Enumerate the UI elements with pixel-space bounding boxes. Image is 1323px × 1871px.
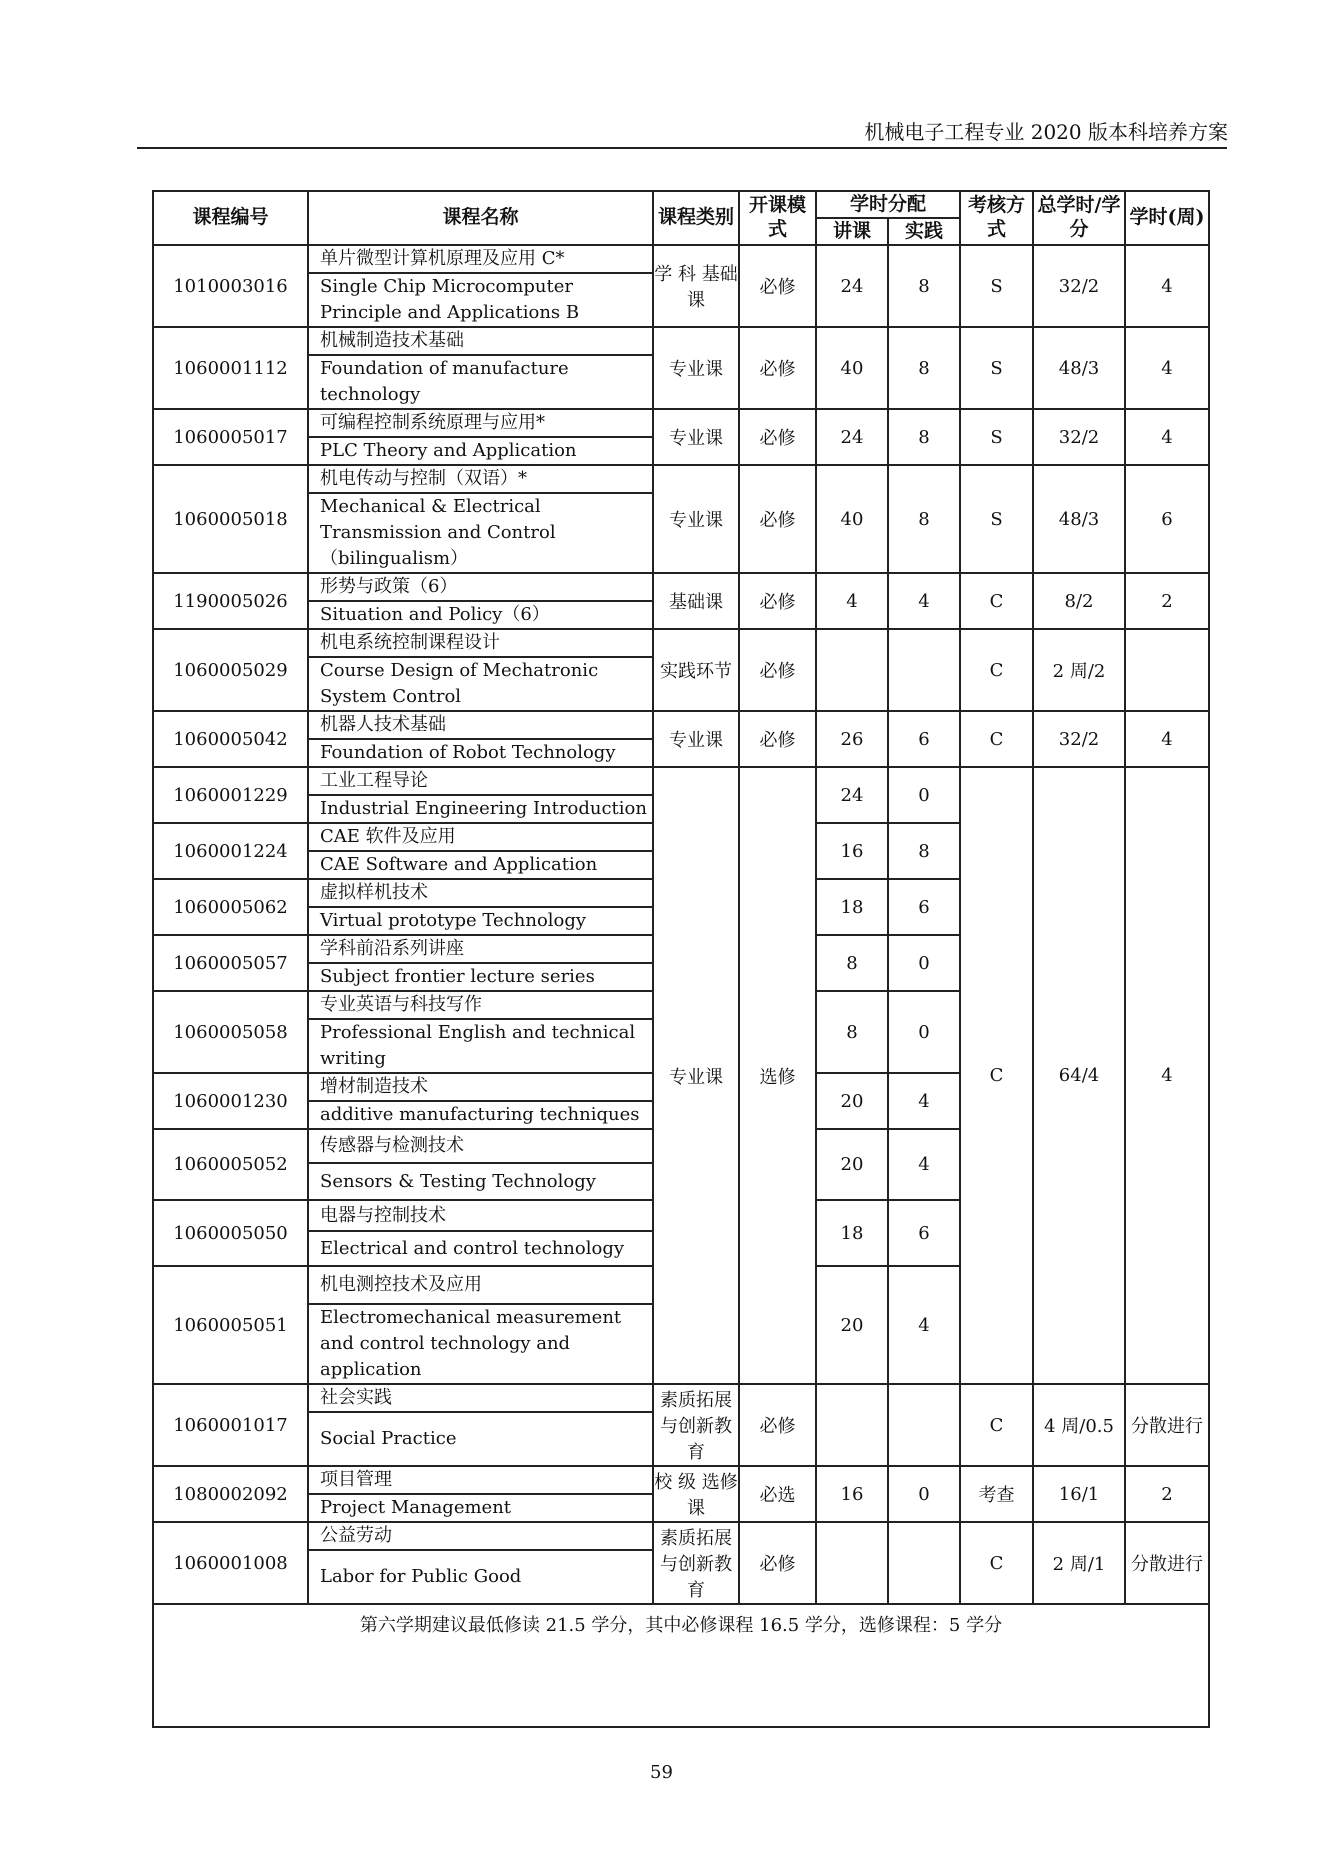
header-assessment: 考核方式 [960,191,1033,245]
course-lecture-hours: 20 [816,1073,888,1129]
elective-assessment: C [960,767,1033,1384]
course-category: 基础课 [653,573,739,629]
course-code: 1060005029 [153,629,308,711]
course-code: 1060001224 [153,823,308,879]
course-practice-hours: 4 [888,1129,960,1200]
course-total: 32/2 [1033,409,1125,465]
course-weekly: 4 [1125,327,1209,409]
course-name-en: Single Chip Microcomputer Principle and Applications B [308,273,653,327]
course-practice-hours: 6 [888,879,960,935]
course-code: 1190005026 [153,573,308,629]
course-category: 专业课 [653,327,739,409]
course-weekly: 分散进行 [1125,1384,1209,1466]
course-category: 校 级 选修课 [653,1466,739,1522]
course-code: 1060005057 [153,935,308,991]
course-code: 1060005062 [153,879,308,935]
course-name-en: Industrial Engineering Introduction [308,795,653,823]
course-name-cn: 虚拟样机技术 [308,879,653,907]
course-total: 2 周/1 [1033,1522,1125,1604]
course-name-cn: 机电测控技术及应用 [308,1266,653,1304]
course-weekly: 2 [1125,1466,1209,1522]
course-total: 48/3 [1033,465,1125,573]
course-name-cn: 形势与政策（6） [308,573,653,601]
course-code: 1060005051 [153,1266,308,1384]
elective-category: 专业课 [653,767,739,1384]
page-header-title: 机械电子工程专业 2020 版本科培养方案 [864,120,1228,144]
course-name-cn: 可编程控制系统原理与应用* [308,409,653,437]
course-lecture-hours: 8 [816,991,888,1073]
course-mode: 必修 [739,1522,816,1604]
course-name-cn: 机械制造技术基础 [308,327,653,355]
course-name-en: Virtual prototype Technology [308,907,653,935]
course-code: 1060001229 [153,767,308,823]
page-number: 59 [650,1762,673,1783]
elective-weekly: 4 [1125,767,1209,1384]
course-weekly: 分散进行 [1125,1522,1209,1604]
course-total: 32/2 [1033,711,1125,767]
course-total: 4 周/0.5 [1033,1384,1125,1466]
course-code: 1060001230 [153,1073,308,1129]
course-practice-hours: 8 [888,465,960,573]
course-name-cn: 公益劳动 [308,1522,653,1550]
course-name-cn: 机电系统控制课程设计 [308,629,653,657]
course-category: 素质拓展与创新教育 [653,1522,739,1604]
course-category: 学 科 基础课 [653,245,739,327]
course-mode: 必选 [739,1466,816,1522]
course-practice-hours [888,629,960,711]
course-name-en: Sensors & Testing Technology [308,1163,653,1200]
course-practice-hours [888,1522,960,1604]
course-name-en: CAE Software and Application [308,851,653,879]
course-assessment: 考查 [960,1466,1033,1522]
course-name-en: additive manufacturing techniques [308,1101,653,1129]
course-name-cn: 专业英语与科技写作 [308,991,653,1019]
course-code: 1060005052 [153,1129,308,1200]
course-practice-hours: 8 [888,823,960,879]
course-assessment: S [960,327,1033,409]
course-practice-hours: 8 [888,409,960,465]
course-name-en: Social Practice [308,1412,653,1466]
course-name-en: Mechanical & Electrical Transmission and Control（bilingualism） [308,493,653,573]
course-practice-hours: 0 [888,1466,960,1522]
course-lecture-hours [816,629,888,711]
course-practice-hours: 4 [888,573,960,629]
course-weekly [1125,629,1209,711]
course-name-en: Foundation of manufacture technology [308,355,653,409]
header-total-hours-credits: 总学时/学分 [1033,191,1125,245]
course-mode: 必修 [739,573,816,629]
header-weekly-hours: 学时(周) [1125,191,1209,245]
course-code: 1010003016 [153,245,308,327]
course-practice-hours: 4 [888,1266,960,1384]
course-code: 1060005018 [153,465,308,573]
elective-mode: 选修 [739,767,816,1384]
course-name-cn: 机器人技术基础 [308,711,653,739]
course-name-cn: 项目管理 [308,1466,653,1494]
course-mode: 必修 [739,245,816,327]
course-lecture-hours [816,1384,888,1466]
course-lecture-hours: 40 [816,327,888,409]
course-name-en: PLC Theory and Application [308,437,653,465]
course-assessment: S [960,245,1033,327]
course-weekly: 2 [1125,573,1209,629]
course-practice-hours: 0 [888,935,960,991]
course-category: 实践环节 [653,629,739,711]
course-practice-hours: 8 [888,327,960,409]
course-name-en: Situation and Policy（6） [308,601,653,629]
course-name-cn: CAE 软件及应用 [308,823,653,851]
course-lecture-hours: 18 [816,879,888,935]
course-name-cn: 学科前沿系列讲座 [308,935,653,963]
course-name-en: Project Management [308,1494,653,1522]
course-lecture-hours: 20 [816,1129,888,1200]
course-assessment: S [960,465,1033,573]
course-practice-hours [888,1384,960,1466]
course-category: 素质拓展与创新教育 [653,1384,739,1466]
course-name-en: Electrical and control technology [308,1231,653,1266]
course-practice-hours: 0 [888,767,960,823]
course-practice-hours: 0 [888,991,960,1073]
course-mode: 必修 [739,711,816,767]
course-total: 32/2 [1033,245,1125,327]
course-lecture-hours: 16 [816,823,888,879]
elective-total: 64/4 [1033,767,1125,1384]
course-lecture-hours: 20 [816,1266,888,1384]
course-code: 1060005042 [153,711,308,767]
course-weekly: 4 [1125,711,1209,767]
course-code: 1060001008 [153,1522,308,1604]
course-name-cn: 电器与控制技术 [308,1200,653,1231]
header-lecture: 讲课 [816,218,888,245]
course-mode: 必修 [739,629,816,711]
course-lecture-hours: 40 [816,465,888,573]
course-lecture-hours: 24 [816,245,888,327]
course-code: 1060001112 [153,327,308,409]
course-name-cn: 社会实践 [308,1384,653,1412]
course-code: 1060005017 [153,409,308,465]
header-rule [137,147,1227,149]
course-lecture-hours: 4 [816,573,888,629]
course-weekly: 4 [1125,245,1209,327]
course-name-en: Course Design of Mechatronic System Control [308,657,653,711]
course-name-en: Electromechanical measurement and control technology and application [308,1304,653,1384]
course-code: 1080002092 [153,1466,308,1522]
course-total: 16/1 [1033,1466,1125,1522]
course-name-cn: 工业工程导论 [308,767,653,795]
course-practice-hours: 8 [888,245,960,327]
course-code: 1060005050 [153,1200,308,1266]
course-table [152,190,1210,1728]
course-practice-hours: 6 [888,711,960,767]
course-assessment: C [960,573,1033,629]
course-lecture-hours [816,1522,888,1604]
course-mode: 必修 [739,327,816,409]
course-name-en: Labor for Public Good [308,1550,653,1604]
course-lecture-hours: 24 [816,409,888,465]
course-assessment: C [960,1522,1033,1604]
course-assessment: C [960,1384,1033,1466]
course-total: 8/2 [1033,573,1125,629]
course-assessment: S [960,409,1033,465]
course-category: 专业课 [653,711,739,767]
course-practice-hours: 6 [888,1200,960,1266]
course-code: 1060005058 [153,991,308,1073]
course-name-cn: 增材制造技术 [308,1073,653,1101]
course-lecture-hours: 26 [816,711,888,767]
header-course-code: 课程编号 [153,191,308,245]
course-name-en: Professional English and technical writing [308,1019,653,1073]
semester-summary: 第六学期建议最低修读 21.5 学分，其中必修课程 16.5 学分，选修课程：5 学分 [153,1604,1209,1727]
course-category: 专业课 [653,465,739,573]
course-name-en: Subject frontier lecture series [308,963,653,991]
course-practice-hours: 4 [888,1073,960,1129]
course-lecture-hours: 18 [816,1200,888,1266]
header-course-category: 课程类别 [653,191,739,245]
course-name-en: Foundation of Robot Technology [308,739,653,767]
course-weekly: 6 [1125,465,1209,573]
course-assessment: C [960,711,1033,767]
course-category: 专业课 [653,409,739,465]
course-mode: 必修 [739,409,816,465]
course-assessment: C [960,629,1033,711]
course-name-cn: 单片微型计算机原理及应用 C* [308,245,653,273]
course-total: 2 周/2 [1033,629,1125,711]
header-course-mode: 开课模式 [739,191,816,245]
course-name-cn: 传感器与检测技术 [308,1129,653,1163]
course-lecture-hours: 16 [816,1466,888,1522]
header-hours-distribution: 学时分配 [816,191,960,218]
course-total: 48/3 [1033,327,1125,409]
course-lecture-hours: 8 [816,935,888,991]
header-practice: 实践 [888,218,960,245]
course-code: 1060001017 [153,1384,308,1466]
header-course-name: 课程名称 [308,191,653,245]
course-name-cn: 机电传动与控制（双语）* [308,465,653,493]
course-weekly: 4 [1125,409,1209,465]
course-mode: 必修 [739,1384,816,1466]
course-lecture-hours: 24 [816,767,888,823]
course-mode: 必修 [739,465,816,573]
